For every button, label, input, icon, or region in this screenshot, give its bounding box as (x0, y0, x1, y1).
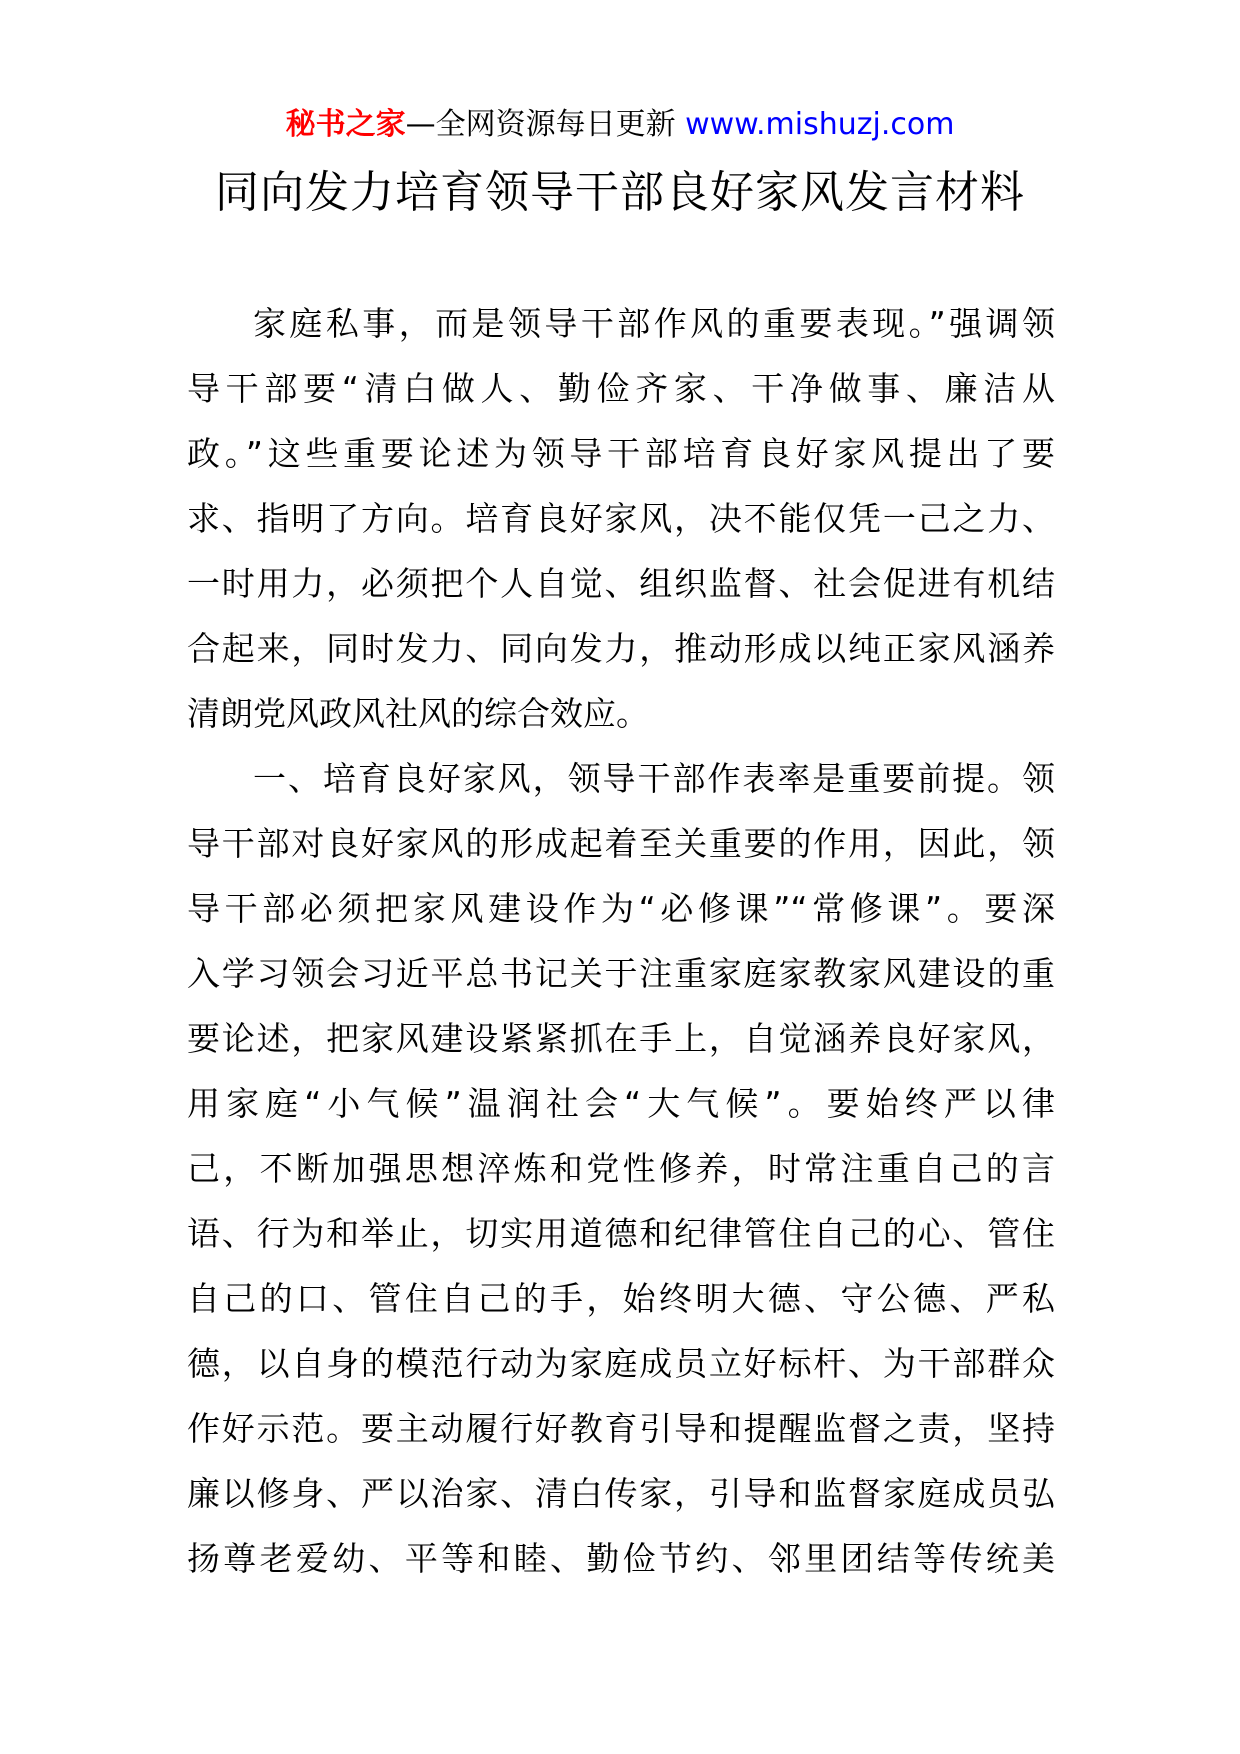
body-line: 自己的口、管住自己的手，始终明大德、守公德、严私 (187, 1279, 1055, 1318)
body-line: 入学习领会习近平总书记关于注重家庭家教家风建设的重 (187, 954, 1055, 993)
site-url-link[interactable]: www.mishuzj.com (685, 107, 955, 142)
body-line: 扬尊老爱幼、平等和睦、勤俭节约、邻里团结等传统美 (187, 1539, 1055, 1578)
section-heading-line: 一、培育良好家风，领导干部作表率是重要前提。领 (253, 759, 1055, 798)
body-line: 语、行为和举止，切实用道德和纪律管住自己的心、管住 (187, 1214, 1055, 1253)
watermark-header (0, 100, 1240, 150)
document-title: 同向发力培育领导干部良好家风发言材料 (215, 167, 1025, 218)
body-line: 要论述，把家风建设紧紧抓在手上，自觉涵养良好家风， (187, 1019, 1055, 1058)
body-line: 家庭私事，而是领导干部作风的重要表现。”强调领 (253, 304, 1055, 343)
body-line: 德，以自身的模范行动为家庭成员立好标杆、为干部群众 (187, 1344, 1055, 1383)
body-line: 作好示范。要主动履行好教育引导和提醒监督之责，坚持 (187, 1409, 1055, 1448)
body-line: 求、指明了方向。培育良好家风，决不能仅凭一己之力、 (187, 499, 1055, 538)
body-line: 导干部要“清白做人、勤俭齐家、干净做事、廉洁从 (187, 369, 1055, 408)
body-line: 廉以修身、严以治家、清白传家，引导和监督家庭成员弘 (187, 1474, 1055, 1513)
body-line: 用家庭“小气候”温润社会“大气候”。要始终严以律 (187, 1084, 1055, 1123)
brand-name: 秘书之家 (285, 107, 406, 142)
body-line: 清朗党风政风社风的综合效应。 (187, 694, 649, 733)
header-tagline: —全网资源每日更新 (405, 107, 676, 142)
body-line: 政。”这些重要论述为领导干部培育良好家风提出了要 (187, 434, 1055, 473)
body-line: 己，不断加强思想淬炼和党性修养，时常注重自己的言 (187, 1149, 1055, 1188)
body-line: 一时用力，必须把个人自觉、组织监督、社会促进有机结 (187, 564, 1055, 603)
body-line: 导干部必须把家风建设作为“必修课”“常修课”。要深 (187, 889, 1055, 928)
body-line: 导干部对良好家风的形成起着至关重要的作用，因此，领 (187, 824, 1055, 863)
document-body (187, 291, 1055, 1591)
body-line: 合起来，同时发力、同向发力，推动形成以纯正家风涵养 (187, 629, 1055, 668)
